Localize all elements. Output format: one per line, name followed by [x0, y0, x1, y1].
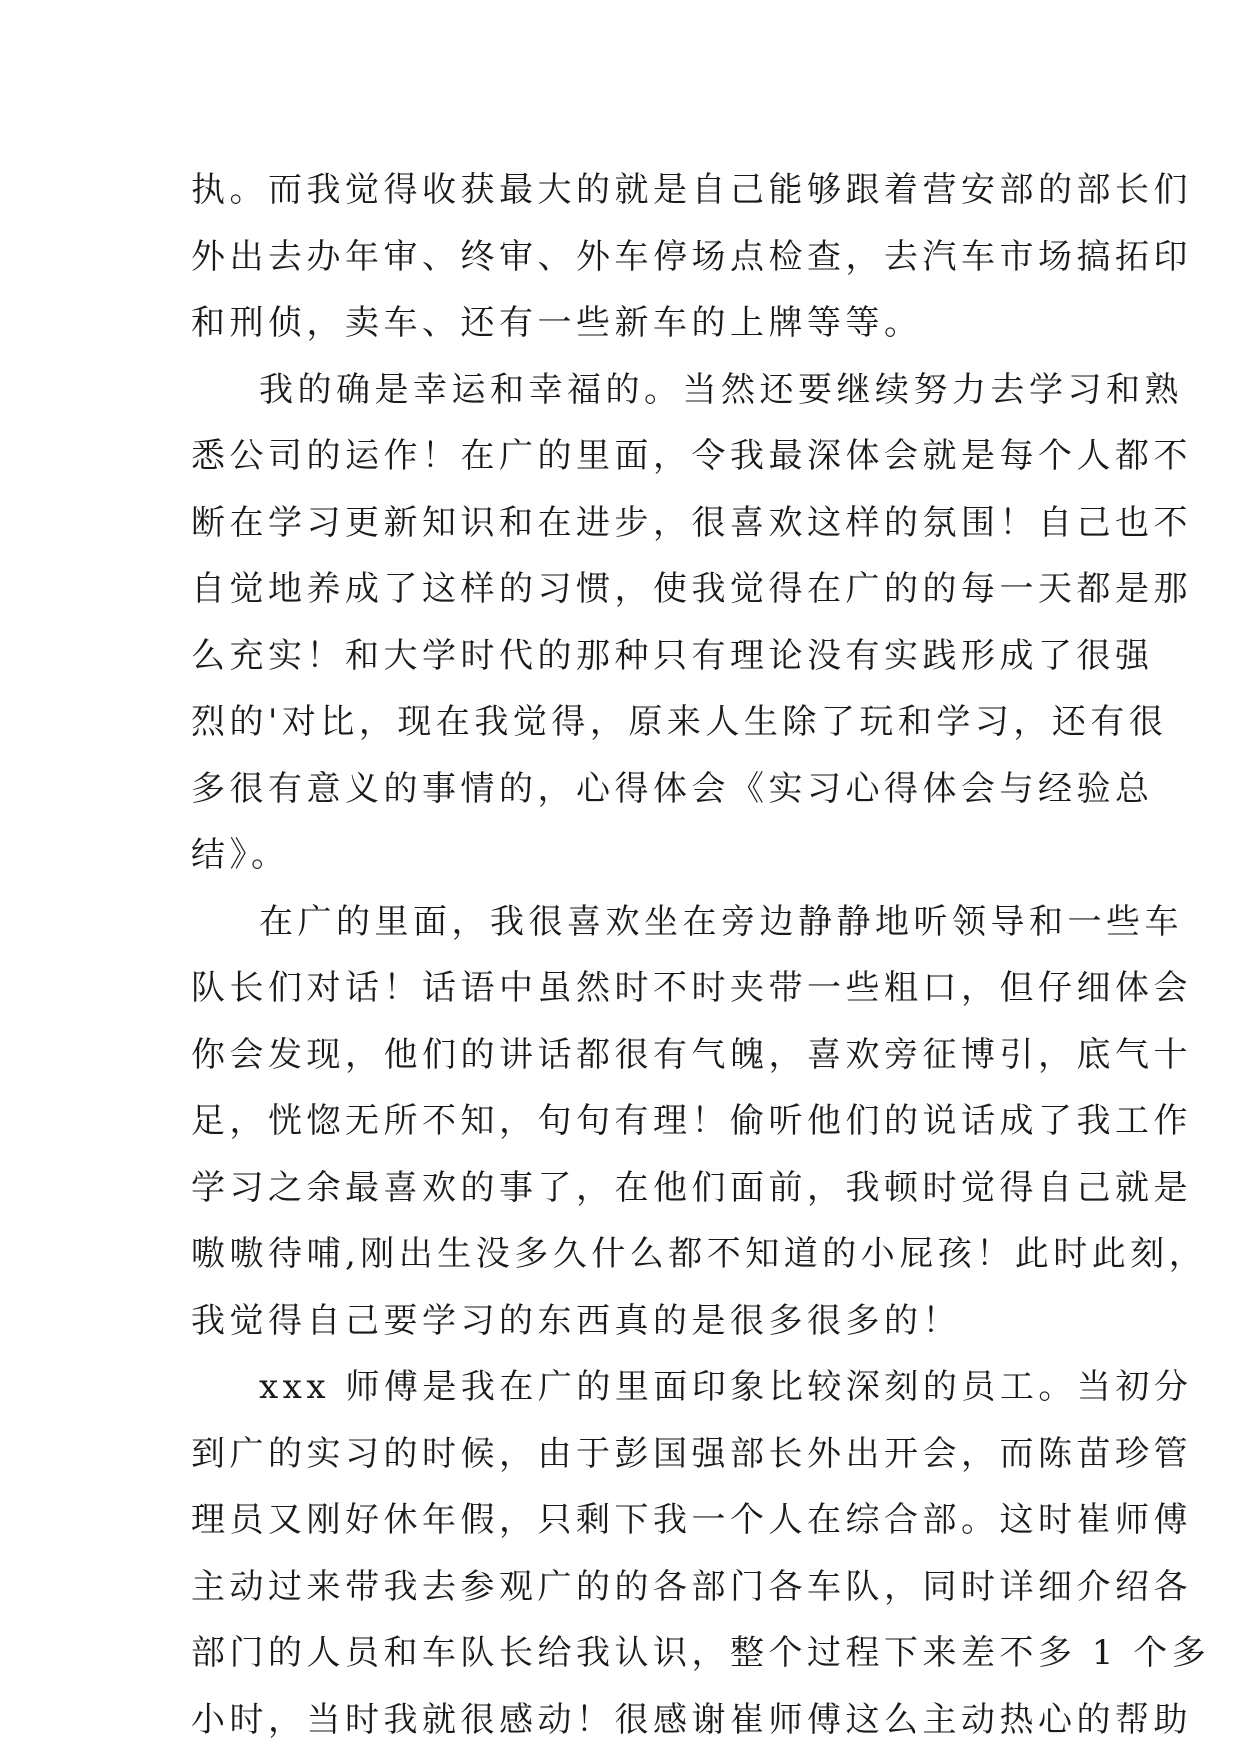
text-line: 你会发现，他们的讲话都很有气魄，喜欢旁征博引，底气十 [191, 1034, 1192, 1075]
paragraph-4 [191, 1354, 1211, 1753]
text-line: 理员又刚好休年假，只剩下我一个人在综合部。这时崔师傅 [191, 1500, 1192, 1540]
text-line: 悉公司的运作！在广的里面，令我最深体会就是每个人都不 [191, 436, 1192, 476]
text-line: 我觉得自己要学习的东西真的是很多很多的！ [191, 1300, 961, 1341]
text-line: 学习之余最喜欢的事了，在他们面前，我顿时觉得自己就是 [191, 1167, 1192, 1208]
text-line: 嗷嗷待哺,刚出生没多久什么都不知道的小屁孩！此时此刻， [191, 1234, 1208, 1274]
text-line: 部门的人员和车队长给我认识，整个过程下来差不多 1 个多 [191, 1633, 1211, 1673]
text-line: 足，恍惚无所不知，句句有理！偷听他们的说话成了我工作 [191, 1101, 1192, 1141]
text-line: 烈的'对比，现在我觉得，原来人生除了玩和学习，还有很 [191, 702, 1168, 742]
text-line: 和刑侦，卖车、还有一些新车的上牌等等。 [191, 303, 923, 343]
text-line: 我的确是幸运和幸福的。当然还要继续努力去学习和熟 [259, 369, 1183, 410]
paragraph-3 [191, 889, 1208, 1355]
text-line: 到广的实习的时候，由于彭国强部长外出开会，而陈苗珍管 [191, 1433, 1192, 1474]
document-body [191, 157, 1211, 1753]
text-line: 外出去办年审、终审、外车停场点检查，去汽车市场搞拓印 [191, 236, 1192, 277]
text-line: 么充实！和大学时代的那种只有理论没有实践形成了很强 [191, 635, 1154, 676]
text-line: 断在学习更新知识和在进步，很喜欢这样的氛围！自己也不 [191, 502, 1192, 543]
paragraph-2 [191, 357, 1192, 889]
text-line: 在广的里面，我很喜欢坐在旁边静静地听领导和一些车 [259, 901, 1183, 942]
text-line: 执。而我觉得收获最大的就是自己能够跟着营安部的部长们 [191, 170, 1192, 210]
paragraph-1 [191, 157, 1192, 357]
text-line: 多很有意义的事情的，心得体会《实习心得体会与经验总 [191, 768, 1154, 809]
text-line: 队长们对话！话语中虽然时不时夹带一些粗口，但仔细体会 [191, 968, 1192, 1008]
text-line: 小时，当时我就很感动！很感谢崔师傅这么主动热心的帮助 [191, 1699, 1192, 1740]
text-line: 主动过来带我去参观广的的各部门各车队，同时详细介绍各 [191, 1566, 1192, 1607]
text-line: xxx 师傅是我在广的里面印象比较深刻的员工。当初分 [259, 1367, 1193, 1407]
text-line: 结》。 [191, 835, 290, 875]
text-line: 自觉地养成了这样的习惯，使我觉得在广的的每一天都是那 [191, 569, 1192, 609]
